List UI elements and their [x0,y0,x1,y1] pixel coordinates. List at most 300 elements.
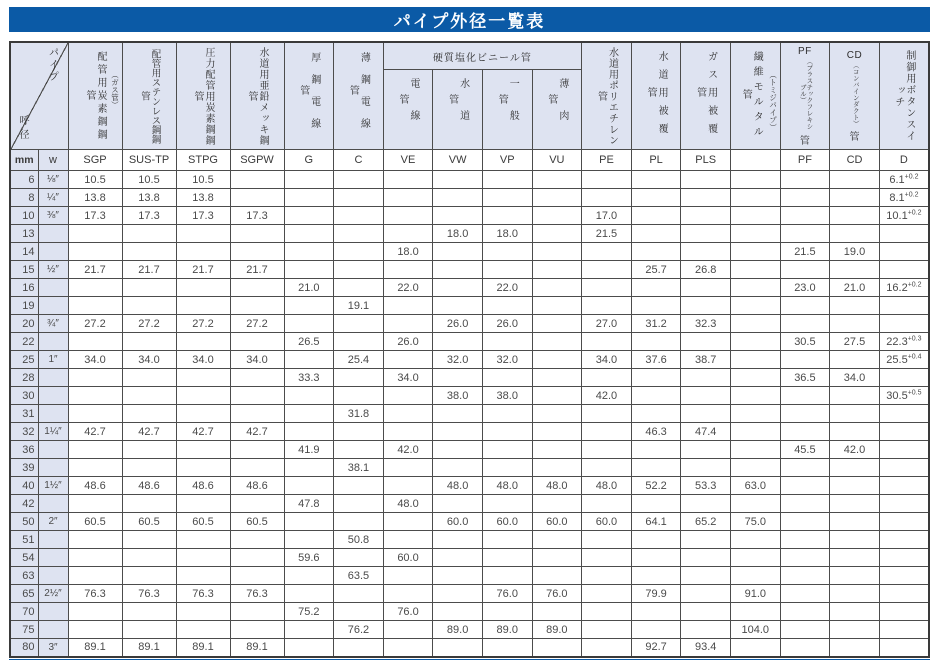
value-cell: 27.2 [230,315,284,333]
value-cell: 38.1 [334,459,384,477]
value-cell [383,171,433,189]
value-cell [122,405,176,423]
value-cell [879,567,929,585]
nominal-mm-cell: 6 [10,171,38,189]
value-cell [284,189,334,207]
value-cell [830,459,880,477]
value-cell [334,369,384,387]
value-cell [780,405,830,423]
value-cell [681,369,731,387]
value-cell [631,459,681,477]
value-cell [122,549,176,567]
header-pf-suffix: 管 [799,135,810,147]
value-cell [176,225,230,243]
value-cell [830,567,880,585]
value-cell [780,207,830,225]
value-cell [334,225,384,243]
value-cell [582,567,632,585]
value-cell [482,639,532,657]
value-cell [482,297,532,315]
value-cell [532,603,582,621]
nominal-inch-cell [38,333,68,351]
value-cell [383,585,433,603]
value-cell [532,315,582,333]
value-cell [532,225,582,243]
nominal-inch-cell [38,279,68,297]
value-cell [284,405,334,423]
value-cell [631,531,681,549]
value-cell [830,315,880,333]
subcolumn-header-vu [532,70,582,150]
value-cell [176,495,230,513]
value-cell [582,405,632,423]
code-vw: VW [433,150,483,171]
page-title [9,7,930,32]
value-cell: 25.7 [631,261,681,279]
tolerance-superscript: +0.2 [904,190,919,198]
column-header-g [284,42,334,150]
value-cell: 26.8 [681,261,731,279]
value-cell [730,405,780,423]
value-cell [631,621,681,639]
value-cell [879,585,929,603]
value-cell [433,207,483,225]
value-cell: 89.0 [532,621,582,639]
value-cell [879,297,929,315]
value-cell [334,207,384,225]
value-cell: 34.0 [230,351,284,369]
value-cell [532,549,582,567]
value-cell [532,387,582,405]
value-cell [532,189,582,207]
value-cell [631,207,681,225]
value-cell [122,603,176,621]
value-cell [433,549,483,567]
nominal-inch-cell [38,405,68,423]
value-cell: 76.0 [532,585,582,603]
header-sgpw-title: 水道用亜鉛メッキ鋼管 [246,46,268,146]
code-g: G [284,150,334,171]
value-cell: 30.5 [780,333,830,351]
value-cell: 25.4 [334,351,384,369]
value-cell: 32.0 [433,351,483,369]
value-cell [176,243,230,261]
value-cell [879,531,929,549]
value-cell: 53.3 [681,477,731,495]
value-cell [532,207,582,225]
value-cell [631,567,681,585]
value-cell [482,189,532,207]
value-cell: 48.0 [532,477,582,495]
value-cell: 42.0 [383,441,433,459]
nominal-mm-cell: 30 [10,387,38,405]
table-header [10,42,929,171]
value-cell [830,189,880,207]
value-cell [681,459,731,477]
value-cell [68,243,122,261]
value-cell [780,621,830,639]
value-cell [122,369,176,387]
value-cell [681,405,731,423]
value-cell [532,495,582,513]
value-cell [284,261,334,279]
value-cell [730,531,780,549]
code-pl: PL [631,150,681,171]
value-cell [433,459,483,477]
value-cell [284,639,334,657]
value-cell: 17.3 [176,207,230,225]
nominal-mm-cell: 80 [10,639,38,657]
table-row [10,369,929,387]
value-cell [532,639,582,657]
value-cell: 23.0 [780,279,830,297]
value-cell [730,351,780,369]
value-cell [532,243,582,261]
value-cell: 47.4 [681,423,731,441]
value-cell [879,369,929,387]
value-cell [334,423,384,441]
value-cell [582,441,632,459]
value-cell [681,495,731,513]
value-cell [334,387,384,405]
value-cell [482,531,532,549]
value-cell: 89.1 [122,639,176,657]
value-cell [780,585,830,603]
value-cell [482,459,532,477]
value-cell [532,279,582,297]
value-cell [68,387,122,405]
value-cell [730,207,780,225]
value-cell: 18.0 [383,243,433,261]
value-cell [879,513,929,531]
code-stpg: STPG [176,150,230,171]
tolerance-superscript: +0.5 [907,388,922,396]
value-cell: 34.0 [122,351,176,369]
value-cell: 27.5 [830,333,880,351]
value-cell [383,621,433,639]
value-cell: 76.2 [334,621,384,639]
value-cell [230,621,284,639]
value-cell [334,279,384,297]
value-cell [433,603,483,621]
value-cell [780,477,830,495]
value-cell [879,621,929,639]
nominal-mm-cell: 10 [10,207,38,225]
value-cell [879,243,929,261]
nominal-inch-cell [38,531,68,549]
nominal-mm-cell: 70 [10,603,38,621]
value-cell [482,333,532,351]
group-vinyl-title: 硬質塩化ビニール管 [433,52,532,64]
value-cell: 48.0 [582,477,632,495]
value-cell [582,459,632,477]
value-cell [122,567,176,585]
nominal-mm-cell: 65 [10,585,38,603]
value-cell: 21.0 [830,279,880,297]
value-cell [433,369,483,387]
value-cell: 59.6 [284,549,334,567]
value-cell: 10.5 [68,171,122,189]
value-cell [730,387,780,405]
value-cell: 63.0 [730,477,780,495]
nominal-mm-cell: 51 [10,531,38,549]
value-cell: 34.0 [582,351,632,369]
unit-mm-label: mm [10,150,38,171]
value-cell: 60.5 [122,513,176,531]
table-row [10,531,929,549]
code-pls: PLS [681,150,731,171]
value-cell [433,639,483,657]
value-cell: 42.7 [122,423,176,441]
table-row [10,189,929,207]
table-row [10,549,929,567]
value-cell [383,387,433,405]
table-row [10,495,929,513]
nominal-mm-cell: 54 [10,549,38,567]
value-cell [68,603,122,621]
value-cell [631,549,681,567]
value-cell [830,603,880,621]
value-cell: 60.0 [582,513,632,531]
value-cell [830,621,880,639]
value-cell [532,369,582,387]
value-cell [334,189,384,207]
value-cell [482,243,532,261]
table-row [10,621,929,639]
value-cell [582,639,632,657]
tolerance-superscript: +0.2 [907,280,922,288]
value-cell: 21.7 [230,261,284,279]
value-cell [631,243,681,261]
value-cell [122,441,176,459]
value-cell [176,297,230,315]
value-cell [879,459,929,477]
value-cell [730,441,780,459]
value-cell [230,603,284,621]
value-cell [830,477,880,495]
table-row [10,585,929,603]
nominal-inch-cell [38,225,68,243]
value-cell [284,171,334,189]
value-cell [582,369,632,387]
value-cell [284,315,334,333]
nominal-mm-cell: 15 [10,261,38,279]
value-cell [230,297,284,315]
nominal-inch-cell [38,495,68,513]
nominal-inch-cell [38,441,68,459]
value-cell [532,441,582,459]
value-cell: 76.3 [176,585,230,603]
value-cell [482,369,532,387]
value-cell: 92.7 [631,639,681,657]
nominal-inch-cell [38,243,68,261]
value-cell: 34.0 [830,369,880,387]
value-cell [334,441,384,459]
value-cell [122,621,176,639]
value-cell: 27.2 [68,315,122,333]
header-pe-title: 水道用ポリエチレン管 [595,46,618,146]
header-vu-title: 薄肉管 [545,77,568,142]
value-cell [532,297,582,315]
value-cell [122,531,176,549]
value-cell [780,387,830,405]
nominal-inch-cell: ½″ [38,261,68,279]
header-sgp-title: 配管用炭素鋼鋼管 [84,50,106,142]
value-cell [176,549,230,567]
value-cell [631,279,681,297]
value-cell: 65.2 [681,513,731,531]
value-cell [383,513,433,531]
value-cell [582,495,632,513]
value-cell [383,207,433,225]
value-cell [830,495,880,513]
value-cell: $25.5^{+0.4}$ [879,351,929,369]
header-sgp-note: （ガス管） [110,70,120,109]
value-cell [681,207,731,225]
code-sgp: SGP [68,150,122,171]
value-cell [334,603,384,621]
value-cell: 21.7 [122,261,176,279]
nominal-mm-cell: 36 [10,441,38,459]
value-cell [383,189,433,207]
value-cell [230,189,284,207]
value-cell: 63.5 [334,567,384,585]
column-header-sgp [68,42,122,150]
value-cell [334,495,384,513]
nominal-mm-cell: 50 [10,513,38,531]
value-cell [176,333,230,351]
value-cell [730,315,780,333]
value-cell [230,549,284,567]
value-cell: 76.3 [230,585,284,603]
value-cell [681,225,731,243]
corner-pipe-label: パイプ [46,47,58,83]
header-sus-title: 配管用ステンレス鋼鋼管 [139,48,161,144]
value-cell: 34.0 [176,351,230,369]
table-row [10,567,929,585]
value-cell [176,567,230,585]
value-cell [284,351,334,369]
value-cell [830,585,880,603]
value-cell [230,171,284,189]
value-cell [631,369,681,387]
value-cell [582,549,632,567]
value-cell [433,189,483,207]
code-vp: VP [482,150,532,171]
nominal-inch-cell: ¼″ [38,189,68,207]
value-cell [681,189,731,207]
value-cell [383,261,433,279]
value-cell [284,243,334,261]
value-cell [830,171,880,189]
value-cell: 21.7 [68,261,122,279]
value-cell [780,261,830,279]
value-cell: 37.6 [631,351,681,369]
value-cell [830,297,880,315]
tolerance-superscript: +0.2 [907,208,922,216]
value-cell [730,495,780,513]
value-cell [830,207,880,225]
value-cell [68,369,122,387]
value-cell [830,405,880,423]
value-cell [681,531,731,549]
value-cell [334,171,384,189]
value-cell [879,495,929,513]
value-cell [730,459,780,477]
value-cell: 33.3 [284,369,334,387]
value-cell [730,279,780,297]
value-cell [631,225,681,243]
nominal-inch-cell: 1½″ [38,477,68,495]
nominal-inch-cell [38,369,68,387]
value-cell [433,297,483,315]
value-cell: 60.0 [482,513,532,531]
value-cell [582,261,632,279]
value-cell [681,549,731,567]
value-cell [482,207,532,225]
header-mortar-note: （トミジパイプ） [768,70,778,131]
value-cell [582,171,632,189]
value-cell [334,315,384,333]
code-sgpw: SGPW [230,150,284,171]
code-d: D [879,150,929,171]
value-cell [631,387,681,405]
value-cell: 21.5 [582,225,632,243]
value-cell [830,225,880,243]
value-cell: 60.0 [433,513,483,531]
value-cell: 60.0 [532,513,582,531]
value-cell: 48.0 [383,495,433,513]
header-pl-title: 水道用被覆管 [645,51,668,141]
value-cell [879,477,929,495]
value-cell [68,495,122,513]
value-cell [284,621,334,639]
value-cell: 52.2 [631,477,681,495]
value-cell [433,405,483,423]
value-cell: 13.8 [122,189,176,207]
code-mortar [730,150,780,171]
value-cell: 89.1 [176,639,230,657]
value-cell [631,297,681,315]
value-cell: 79.9 [631,585,681,603]
value-cell: 48.6 [68,477,122,495]
value-cell [830,549,880,567]
value-cell [383,297,433,315]
value-cell [230,333,284,351]
value-cell: 19.0 [830,243,880,261]
value-cell: 89.1 [230,639,284,657]
value-cell: 27.2 [122,315,176,333]
value-cell [334,243,384,261]
value-cell: 48.0 [433,477,483,495]
value-cell [582,297,632,315]
value-cell [230,369,284,387]
value-cell [230,567,284,585]
value-cell [780,423,830,441]
table-row [10,171,929,189]
value-cell [730,243,780,261]
value-cell [284,531,334,549]
value-cell: 10.5 [176,171,230,189]
value-cell [681,171,731,189]
value-cell [730,225,780,243]
nominal-mm-cell: 39 [10,459,38,477]
value-cell [730,297,780,315]
table-row [10,603,929,621]
value-cell: 22.0 [383,279,433,297]
value-cell [730,171,780,189]
column-header-pe [582,42,632,150]
